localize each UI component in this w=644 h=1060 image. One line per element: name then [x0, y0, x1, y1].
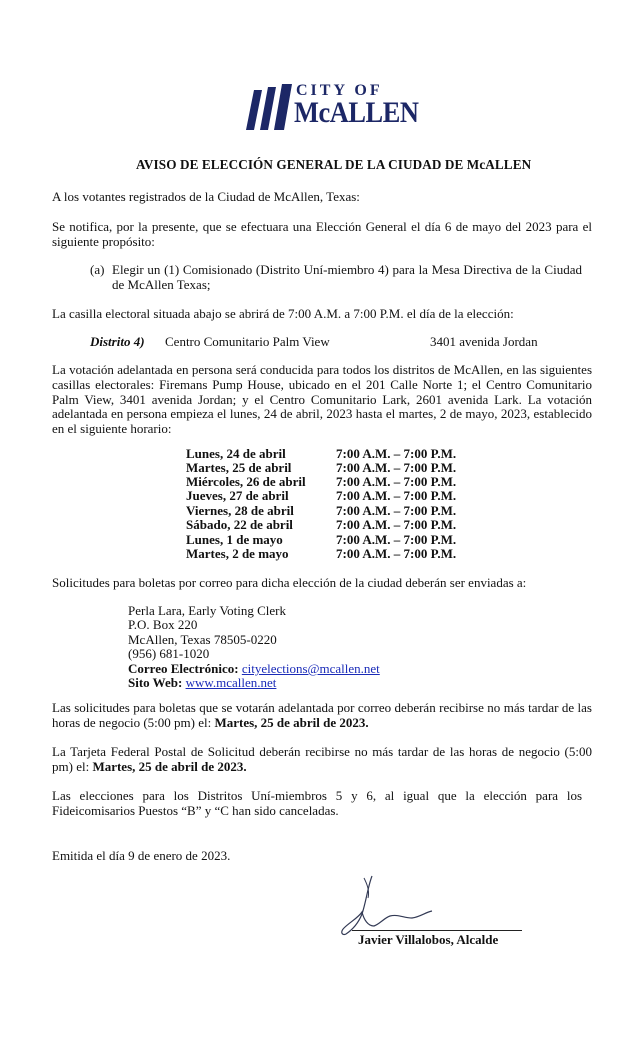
website-link[interactable]: www.mcallen.net	[185, 675, 277, 690]
mail-deadline-paragraph	[52, 701, 592, 731]
contact-web-row	[128, 676, 276, 691]
contact-city: McAllen, Texas 78505-0220	[128, 632, 277, 647]
signature-line	[352, 930, 522, 931]
logo-bars-icon	[244, 84, 294, 130]
early-voting-paragraph: La votación adelantada en persona será conducida para todos los distritos de McAllen, en las siguientes casillas electorales: Firemans Pump House, ubicado en el 201 Calle Norte 1; el Centro Comunitario Palm View, 3401 avenida Jordan; y el Centro Comunitario Lark, 2601 avenida Lark. La votación adelantada en persona empieza el lunes, 24 de abril, 2023 hasta el martes, 2 de mayo, 2023, establecido en el siguiente horario:	[52, 362, 592, 437]
schedule-hours: 7:00 A.M. – 7:00 P.M.	[336, 503, 457, 518]
contact-po-box: P.O. Box 220	[128, 617, 198, 632]
purpose-text: Elegir un (1) Comisionado (Distrito Uní-miembro 4) para la Mesa Directiva de la Ciudad de McAllen Texas;	[112, 262, 582, 292]
schedule-day: Jueves, 27 de abril	[186, 488, 289, 503]
polling-district: Distrito 4)	[90, 334, 145, 349]
logo-city-of: CITY OF	[296, 82, 383, 99]
mail-ballot-intro: Solicitudes para boletas por correo para dicha elección de la ciudad deberán ser enviadas a:	[52, 575, 527, 590]
cancellation-paragraph: Las elecciones para los Distritos Uní-miembros 5 y 6, al igual que la elección para los Fideicomisarios Puestos “B” y “C han sido canceladas.	[52, 788, 582, 818]
email-link[interactable]: cityelections@mcallen.net	[241, 661, 380, 676]
schedule-hours: 7:00 A.M. – 7:00 P.M.	[336, 460, 457, 475]
schedule-hours: 7:00 A.M. – 7:00 P.M.	[336, 474, 457, 489]
schedule-day: Sábado, 22 de abril	[186, 517, 293, 532]
schedule-hours: 7:00 A.M. – 7:00 P.M.	[336, 546, 457, 561]
schedule-hours: 7:00 A.M. – 7:00 P.M.	[336, 446, 457, 461]
purpose-marker: (a)	[90, 262, 105, 277]
mail-deadline-text: Las solicitudes para boletas que se votarán adelantada por correo deberán recibirse no más tardar de las horas de negocio (5:00 pm) el:	[52, 700, 592, 730]
notice-paragraph: Se notifica, por la presente, que se efectuara una Elección General el día 6 de mayo del 2023 para el siguiente propósito:	[52, 219, 592, 249]
schedule-day: Miércoles, 26 de abril	[186, 474, 306, 489]
polling-intro: La casilla electoral situada abajo se abrirá de 7:00 A.M. a 7:00 P.M. el día de la elección:	[52, 306, 514, 321]
signer-name: Javier Villalobos, Alcalde	[358, 932, 499, 947]
fpca-deadline-date: Martes, 25 de abril de 2023.	[92, 758, 247, 774]
schedule-hours: 7:00 A.M. – 7:00 P.M.	[336, 488, 457, 503]
schedule-day: Martes, 25 de abril	[186, 460, 292, 475]
contact-phone: (956) 681-1020	[128, 646, 210, 661]
issued-date: Emitida el día 9 de enero de 2023.	[52, 848, 231, 863]
polling-location: Centro Comunitario Palm View	[165, 334, 330, 349]
mail-deadline-date: Martes, 25 de abril de 2023.	[214, 714, 369, 730]
greeting: A los votantes registrados de la Ciudad de McAllen, Texas:	[52, 189, 360, 204]
schedule-day: Lunes, 24 de abril	[186, 446, 286, 461]
schedule-day: Viernes, 28 de abril	[186, 503, 294, 518]
city-logo	[244, 80, 419, 132]
email-label: Correo Electrónico:	[128, 661, 239, 676]
schedule-day: Lunes, 1 de mayo	[186, 532, 283, 547]
logo-mcallen: McALLEN	[294, 96, 419, 129]
schedule-day: Martes, 2 de mayo	[186, 546, 289, 561]
polling-address: 3401 avenida Jordan	[430, 334, 538, 349]
fpca-deadline-text: La Tarjeta Federal Postal de Solicitud deberán recibirse no más tardar de las horas de negocio (5:00 pm) el:	[52, 744, 592, 774]
schedule-hours: 7:00 A.M. – 7:00 P.M.	[336, 532, 457, 547]
web-label: Sito Web:	[128, 675, 183, 690]
schedule-hours: 7:00 A.M. – 7:00 P.M.	[336, 517, 457, 532]
contact-name: Perla Lara, Early Voting Clerk	[128, 603, 287, 618]
page-title: AVISO DE ELECCIÓN GENERAL DE LA CIUDAD DE McALLEN	[136, 157, 532, 172]
fpca-deadline-paragraph	[52, 745, 592, 775]
